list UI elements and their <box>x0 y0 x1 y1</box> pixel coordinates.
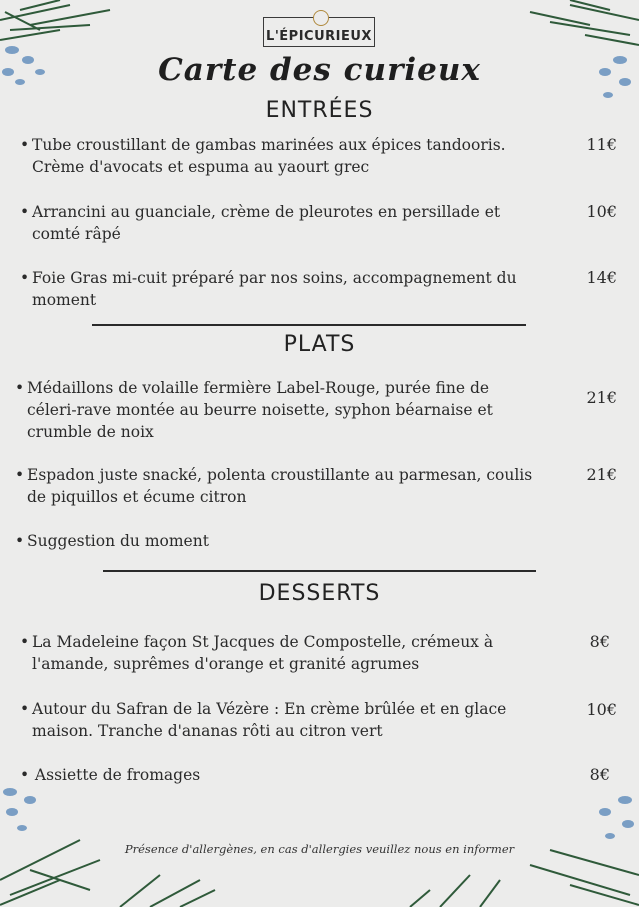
section-divider <box>92 324 526 326</box>
bullet-icon: • <box>20 203 30 221</box>
bullet-icon: • <box>15 466 25 484</box>
section-heading-plats: PLATS <box>283 332 356 357</box>
allergen-notice: Présence d'allergènes, en cas d'allergies veuillez nous en informer <box>124 842 515 856</box>
menu-item: La Madeleine façon St Jacques de Compostelle, crémeux à l'amande, suprêmes d'orange et granité agrumes <box>32 633 494 673</box>
menu-item: Espadon juste snacké, polenta croustillante au parmesan, coulis de piquillos et écume citron <box>27 466 533 506</box>
item-price: 10€ <box>586 700 617 719</box>
item-price: 14€ <box>586 268 617 287</box>
bullet-icon: • <box>15 532 25 550</box>
item-price: 21€ <box>586 388 617 407</box>
bullet-icon: • <box>20 766 30 784</box>
menu-item: Suggestion du moment <box>27 532 209 550</box>
menu-title: Carte des curieux <box>158 52 481 88</box>
item-price: 8€ <box>589 765 610 784</box>
section-divider <box>103 570 536 572</box>
menu-item: Arrancini au guanciale, crème de pleurotes en persillade et comté râpé <box>32 203 501 243</box>
menu-item: Assiette de fromages <box>30 766 201 784</box>
item-price: 10€ <box>586 202 617 221</box>
menu-item: Foie Gras mi-cuit préparé par nos soins, accompagnement du moment <box>32 269 517 309</box>
bullet-icon: • <box>20 633 30 651</box>
item-price: 21€ <box>586 465 617 484</box>
menu-item: Tube croustillant de gambas marinées aux épices tandooris. Crème d'avocats et espuma au yaourt grec <box>32 136 506 176</box>
section-heading-desserts: DESSERTS <box>258 581 381 606</box>
bullet-icon: • <box>15 379 25 397</box>
bullet-icon: • <box>20 136 30 154</box>
logo-emblem-icon <box>313 10 329 26</box>
section-heading-entrees: ENTRÉES <box>265 98 374 123</box>
item-price: 11€ <box>586 135 617 154</box>
logo-text: L'ÉPICURIEUX <box>266 29 372 44</box>
item-price: 8€ <box>589 632 610 651</box>
menu-item: Autour du Safran de la Vézère : En crème brûlée et en glace maison. Tranche d'ananas rôti au citron vert <box>32 700 507 740</box>
bullet-icon: • <box>20 700 30 718</box>
bullet-icon: • <box>20 269 30 287</box>
menu-item: Médaillons de volaille fermière Label-Rouge, purée fine de céleri-rave montée au beurre noisette, syphon béarnaise et crumble de noix <box>27 379 493 441</box>
restaurant-logo <box>263 17 375 47</box>
